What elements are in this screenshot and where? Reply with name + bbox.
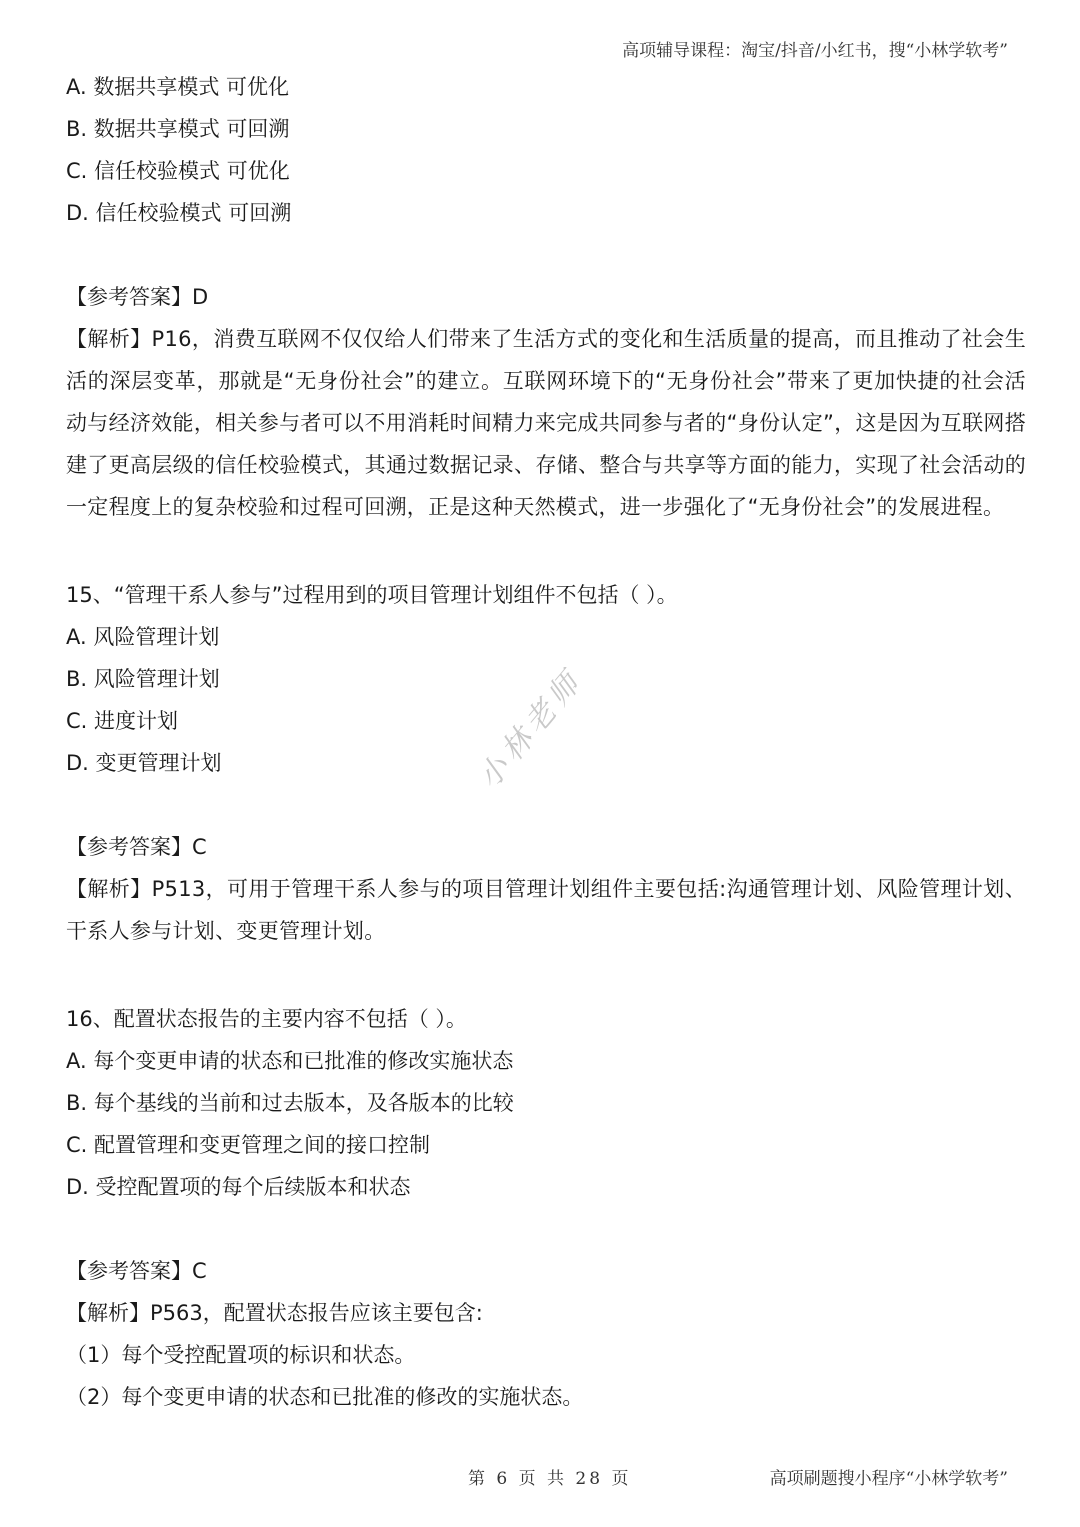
option-c: C. 进度计划 bbox=[66, 709, 179, 733]
analysis-14: 【解析】P16，消费互联网不仅仅给人们带来了生活方式的变化和生活质量的提高，而且推动了社会生活的深层变革，那就是“无身份社会”的建立。互联网环境下的“无身份社会”带来了更加快捷的社会活动与经济效能，相关参与者可以不用消耗时间精力来完成共同参与者的“身份认定”，这是因为互联网搭建了更高层级的信任校验模式，其通过数据记录、存储、整合与共享等方面的能力，实现了社会活动的一定程度上的复杂校验和过程可回溯，正是这种天然模式，进一步强化了“无身份社会”的发展进程。 bbox=[66, 327, 1026, 519]
option-d: D. 变更管理计划 bbox=[66, 751, 222, 775]
option-c: C. 配置管理和变更管理之间的接口控制 bbox=[66, 1133, 431, 1157]
question-16-options bbox=[66, 1040, 1026, 1208]
answer-15: 【参考答案】C bbox=[66, 835, 207, 859]
question-14-options bbox=[66, 66, 1026, 234]
option-b: B. 数据共享模式 可回溯 bbox=[66, 117, 290, 141]
option-a: A. 数据共享模式 可优化 bbox=[66, 75, 290, 99]
page-content bbox=[66, 66, 1026, 1418]
page-number: 第 6 页 共 28 页 bbox=[468, 1469, 632, 1489]
option-d: D. 受控配置项的每个后续版本和状态 bbox=[66, 1175, 411, 1199]
answer-14: 【参考答案】D bbox=[66, 285, 209, 309]
option-c: C. 信任校验模式 可优化 bbox=[66, 159, 290, 183]
analysis-16-item-2: （2）每个变更申请的状态和已批准的修改的实施状态。 bbox=[66, 1385, 584, 1409]
answer-16: 【参考答案】C bbox=[66, 1259, 207, 1283]
footer-note: 高项刷题搜小程序“小林学软考” bbox=[769, 1469, 1008, 1489]
analysis-16-intro: 【解析】P563，配置状态报告应该主要包含: bbox=[66, 1301, 483, 1325]
analysis-16-item-1: （1）每个受控配置项的标识和状态。 bbox=[66, 1343, 416, 1367]
option-a: A. 风险管理计划 bbox=[66, 625, 220, 649]
option-d: D. 信任校验模式 可回溯 bbox=[66, 201, 292, 225]
watermark: 小林老师 bbox=[471, 662, 591, 796]
option-a: A. 每个变更申请的状态和已批准的修改实施状态 bbox=[66, 1049, 514, 1073]
question-15: 15、“管理干系人参与”过程用到的项目管理计划组件不包括（ ）。 bbox=[66, 583, 678, 607]
option-b: B. 每个基线的当前和过去版本，及各版本的比较 bbox=[66, 1091, 514, 1115]
header-note: 高项辅导课程：淘宝/抖音/小红书，搜“小林学软考” bbox=[622, 41, 1008, 61]
question-16: 16、配置状态报告的主要内容不包括（ ）。 bbox=[66, 1007, 467, 1031]
analysis-15: 【解析】P513，可用于管理干系人参与的项目管理计划组件主要包括:沟通管理计划、风险管理计划、干系人参与计划、变更管理计划。 bbox=[66, 877, 1026, 943]
option-b: B. 风险管理计划 bbox=[66, 667, 220, 691]
